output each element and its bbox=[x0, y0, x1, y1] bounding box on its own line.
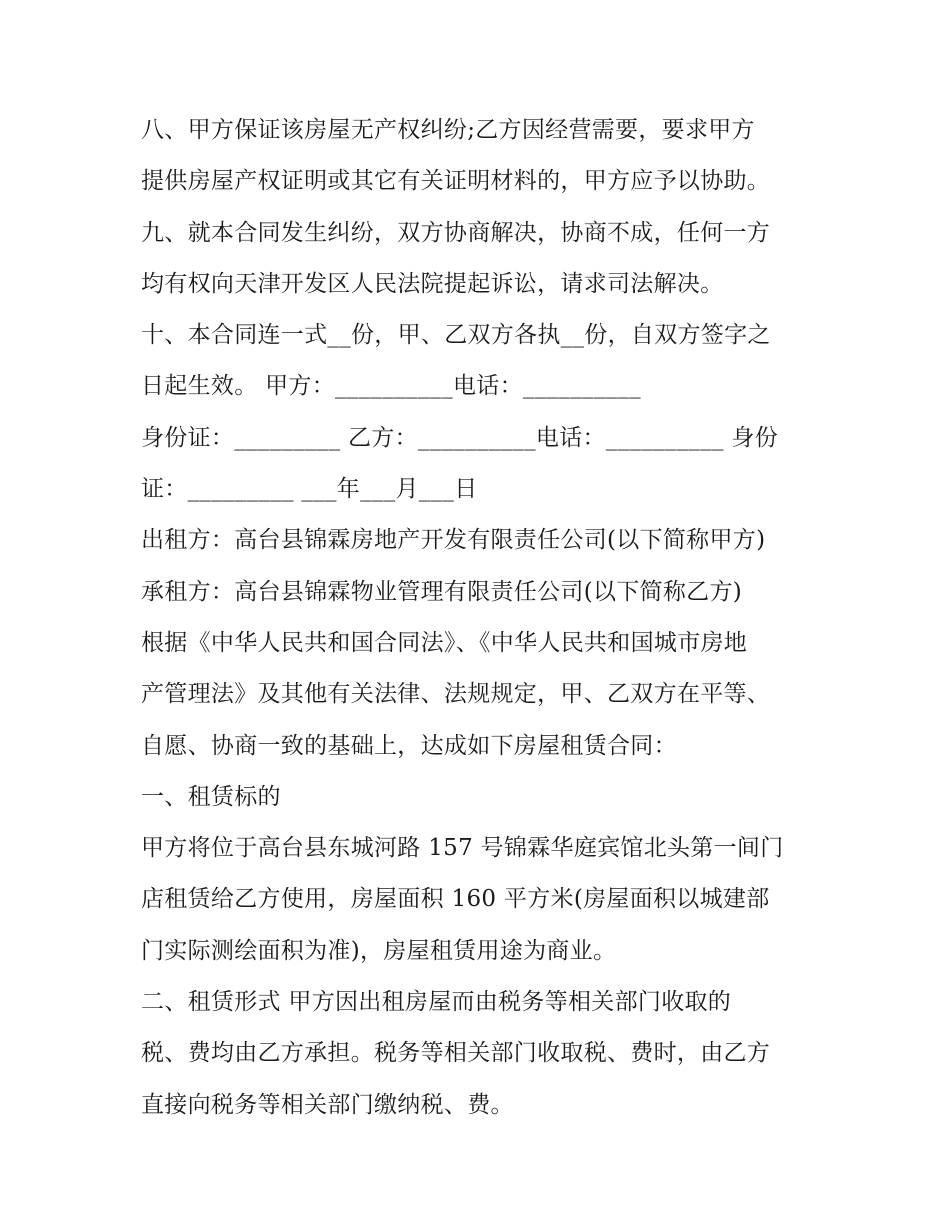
text-line: 直接向税务等相关部门缴纳税、费。 bbox=[141, 1091, 514, 1118]
text-line: 甲方将位于高台县东城河路 157 号锦霖华庭宾馆北头第一间门 bbox=[141, 835, 784, 862]
text-line: 日起生效。 甲方：__________电话：__________ bbox=[141, 373, 641, 400]
text-line: 自愿、协商一致的基础上，达成如下房屋租赁合同： bbox=[141, 732, 677, 759]
section-heading: 一、租赁标的 bbox=[141, 783, 281, 810]
text-line: 门实际测绘面积为准)，房屋租赁用途为商业。 bbox=[141, 937, 617, 964]
text-line: 承租方：高台县锦霖物业管理有限责任公司(以下简称乙方) bbox=[141, 578, 743, 605]
text-line: 店租赁给乙方使用，房屋面积 160 平方米(房屋面积以城建部 bbox=[141, 886, 770, 913]
text-line: 二、租赁形式 甲方因出租房屋而由税务等相关部门收取的 bbox=[141, 989, 732, 1016]
text-line: 证：_________ ___年___月___日 bbox=[141, 476, 478, 503]
text-line: 根据《中华人民共和国合同法》、《中华人民共和国城市房地 bbox=[141, 629, 748, 656]
text-line: 九、就本合同发生纠纷，双方协商解决，协商不成，任何一方 bbox=[141, 219, 771, 246]
text-line: 出租方：高台县锦霖房地产开发有限责任公司(以下简称甲方) bbox=[141, 527, 766, 554]
text-line: 均有权向天津开发区人民法院提起诉讼，请求司法解决。 bbox=[141, 270, 724, 297]
document-body bbox=[141, 105, 821, 1131]
text-line: 身份证：_________ 乙方：__________电话：__________ 身份 bbox=[141, 424, 779, 451]
text-line: 提供房屋产权证明或其它有关证明材料的，甲方应予以协助。 bbox=[141, 168, 771, 195]
text-line: 税、费均由乙方承担。税务等相关部门收取税、费时，由乙方 bbox=[141, 1040, 771, 1067]
text-line: 十、本合同连一式__份，甲、乙双方各执__份，自双方签字之 bbox=[141, 322, 771, 349]
text-line: 八、甲方保证该房屋无产权纠纷;乙方因经营需要，要求甲方 bbox=[141, 117, 755, 143]
text-line: 产管理法》及其他有关法律、法规规定，甲、乙双方在平等、 bbox=[141, 681, 771, 708]
